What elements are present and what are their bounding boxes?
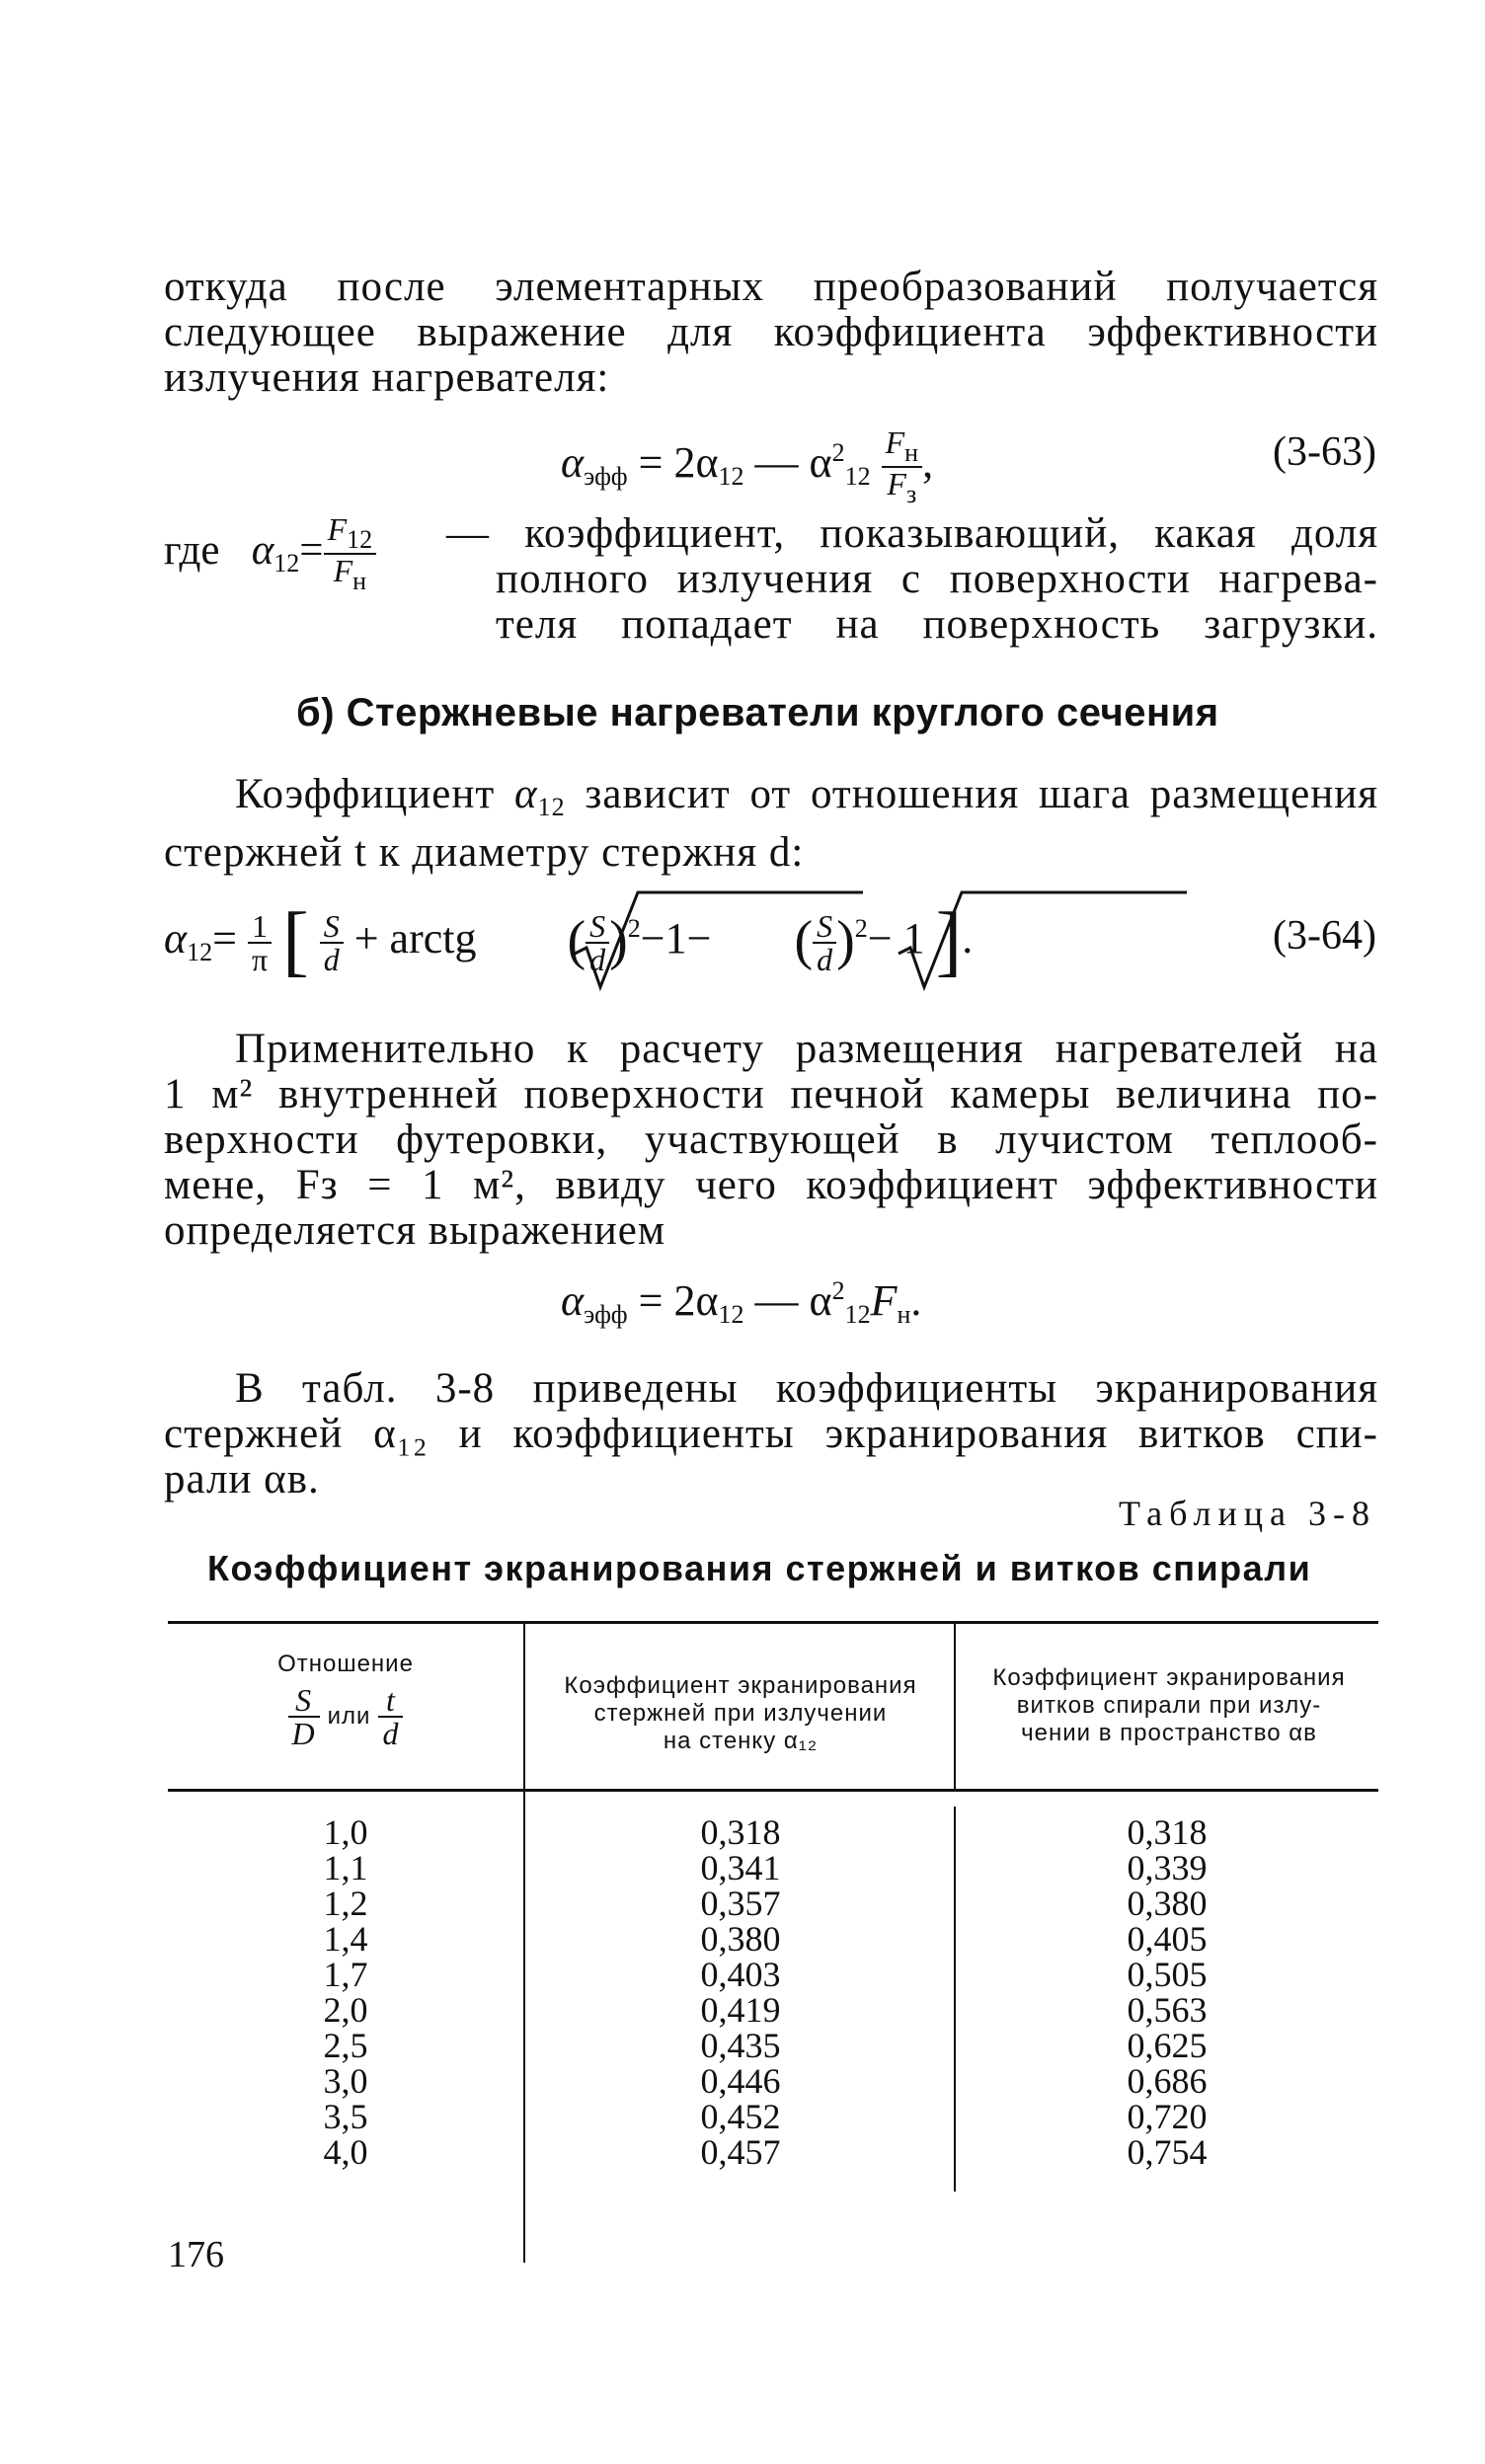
- fraction-num: 1: [248, 910, 272, 944]
- table-cell: 0,686: [1127, 2061, 1208, 2101]
- comma: ,: [922, 438, 934, 488]
- paragraph-rods: [164, 772, 1378, 876]
- alpha-symbol: α: [561, 438, 585, 488]
- table-cell: 1,4: [323, 1919, 368, 1959]
- where-definition: [164, 513, 376, 594]
- fraction-num: S: [817, 907, 833, 944]
- fraction-num: F: [885, 424, 905, 460]
- table-cell: 2,0: [323, 1990, 368, 2030]
- fraction: [288, 1684, 320, 1749]
- text-line: определяется выражением: [164, 1207, 666, 1254]
- table-header-rule: [168, 1789, 1378, 1792]
- text-line: рали αв.: [164, 1456, 320, 1502]
- where-explanation: [446, 511, 1378, 648]
- subscript: н: [352, 567, 367, 595]
- text-line: стержней t к диаметру стержня d:: [164, 829, 805, 876]
- text-line: Применительно к расчету размещения нагревателей на: [235, 1026, 1378, 1072]
- text-fragment: зависит от отношения шага размещения: [585, 771, 1379, 817]
- eq-term: — α: [754, 438, 832, 488]
- fraction-den: d: [589, 941, 606, 977]
- subscript: 12: [187, 938, 213, 966]
- text-line: следующее выражение для коэффициента эффективности: [164, 309, 1378, 355]
- fraction-den: F: [333, 553, 353, 588]
- alpha-symbol: α: [164, 914, 188, 962]
- page-number: 176: [168, 2234, 224, 2275]
- fraction-num: S: [323, 907, 340, 944]
- eq-sign: =: [212, 914, 237, 962]
- header-line: стержней при излучении: [593, 1700, 888, 1727]
- superscript: 2: [627, 914, 641, 943]
- text-line: — коэффициент, показывающий, какая доля: [446, 510, 1378, 557]
- subscript: з: [905, 480, 917, 508]
- text-line: [164, 772, 1378, 830]
- fraction-num: F: [327, 511, 348, 547]
- table-cell: 0,318: [700, 1812, 781, 1852]
- superscript: 2: [854, 914, 868, 943]
- table-cell: 0,339: [1127, 1848, 1208, 1887]
- table-cell: 0,446: [700, 2061, 781, 2101]
- table-caption: Коэффициент экранирования стержней и витков спирали: [207, 1548, 1312, 1588]
- subscript: 12: [844, 1300, 871, 1329]
- fraction-den: d: [323, 941, 340, 977]
- column-spiral: [1098, 1814, 1236, 2170]
- table-cell: 0,457: [700, 2132, 781, 2172]
- eq-sign: =: [299, 526, 324, 574]
- fraction: [248, 907, 272, 977]
- table-cell: 0,563: [1127, 1990, 1208, 2030]
- table-cell: 1,1: [323, 1848, 368, 1887]
- text-line: откуда после элементарных преобразований получается: [164, 264, 1378, 310]
- header-ratio: [197, 1651, 494, 1749]
- subscript: эфф: [584, 462, 628, 492]
- table-cell: 4,0: [323, 2132, 368, 2172]
- paren-open: (: [567, 910, 586, 971]
- equation-number: (3-64): [1273, 913, 1376, 959]
- text-line: верхности футеровки, участвующей в лучистом теплооб-: [164, 1116, 1378, 1163]
- fraction-num: S: [589, 907, 606, 944]
- subscript: 12: [537, 793, 566, 821]
- table-cell: 0,405: [1127, 1919, 1208, 1959]
- text-fragment: Коэффициент: [235, 771, 496, 817]
- paren-close: ): [836, 910, 855, 971]
- alpha-symbol: α: [513, 771, 538, 817]
- fraction-den: D: [291, 1716, 316, 1751]
- fraction-num: S: [295, 1682, 313, 1718]
- table-column-divider: [954, 1621, 956, 1791]
- table-cell: 0,505: [1127, 1955, 1208, 1994]
- fraction-den: π: [251, 941, 269, 977]
- header-rods: [529, 1672, 952, 1755]
- table-top-rule: [168, 1621, 1378, 1624]
- right-bracket: ]: [935, 897, 963, 984]
- header-line: чении в пространство αв: [1021, 1720, 1317, 1746]
- paragraph-intro: [164, 265, 1378, 401]
- header-text: Отношение: [277, 1651, 414, 1677]
- text-line: излучения нагревателя:: [164, 354, 610, 401]
- eq-term: — α: [754, 1276, 832, 1325]
- subscript: 12: [844, 462, 871, 492]
- header-line: Коэффициент экранирования: [564, 1672, 917, 1699]
- fraction-den: F: [887, 466, 906, 501]
- table-cell: 0,380: [700, 1919, 781, 1959]
- minus-term: −1−: [640, 914, 712, 962]
- equation-efficiency: [561, 1275, 921, 1330]
- text-line: стержней α₁₂ и коэффициенты экранирования витков спи-: [164, 1411, 1378, 1457]
- alpha-symbol: α: [561, 1276, 585, 1325]
- paragraph-application: [164, 1027, 1378, 1254]
- table-cell: 1,0: [323, 1812, 368, 1852]
- superscript: 2: [831, 438, 845, 468]
- paren-open: (: [794, 910, 814, 971]
- table-cell: 0,403: [700, 1955, 781, 1994]
- period: .: [910, 1276, 922, 1325]
- column-ratio: [286, 1814, 405, 2170]
- subscript: 12: [718, 1300, 744, 1329]
- subscript: 12: [718, 462, 744, 492]
- fraction: [378, 1684, 403, 1749]
- table-cell: 0,720: [1127, 2097, 1208, 2136]
- eq-term: = 2α: [638, 438, 719, 488]
- header-line: Коэффициент экранирования: [992, 1664, 1346, 1691]
- f-symbol: F: [870, 1276, 898, 1325]
- subscript: 12: [347, 525, 373, 554]
- table-cell: 2,5: [323, 2026, 368, 2065]
- text-line: В табл. 3-8 приведены коэффициенты экранирования: [235, 1365, 1378, 1412]
- text-line: теля попадает на поверхность загрузки.: [496, 601, 1378, 648]
- alpha-symbol: α: [251, 526, 274, 574]
- header-spiral: [960, 1664, 1378, 1747]
- header-line: витков спирали при излу-: [1016, 1692, 1322, 1719]
- fraction: [320, 907, 344, 977]
- equation-3-63: [561, 426, 933, 507]
- arctg-term: + arctg: [353, 914, 477, 962]
- fraction-num: t: [386, 1682, 396, 1718]
- table-cell: 0,357: [700, 1884, 781, 1923]
- table-cell: 1,7: [323, 1955, 368, 1994]
- table-cell: 3,5: [323, 2097, 368, 2136]
- equation-number: (3-63): [1273, 429, 1376, 475]
- table-cell: 0,380: [1127, 1884, 1208, 1923]
- eq-term: = 2α: [638, 1276, 719, 1325]
- header-line: на стенку α₁₂: [663, 1728, 819, 1754]
- subscript: 12: [274, 548, 300, 578]
- section-heading: б) Стержневые нагреватели круглого сечения: [296, 691, 1219, 734]
- fraction: [882, 426, 922, 507]
- fraction: [324, 513, 377, 594]
- minus-term: − 1: [867, 914, 925, 962]
- radical-sign: [895, 885, 1191, 993]
- table-cell: 1,2: [323, 1884, 368, 1923]
- table-column-divider: [523, 1621, 525, 2263]
- column-rods: [671, 1814, 810, 2170]
- subscript: н: [904, 438, 919, 467]
- subscript: эфф: [584, 1300, 628, 1329]
- text-line: мене, Fз = 1 м², ввиду чего коэффициент эффективности: [164, 1162, 1378, 1208]
- table-cell: 3,0: [323, 2061, 368, 2101]
- table-column-divider: [954, 1807, 956, 2192]
- table-label: Таблица 3-8: [1119, 1494, 1376, 1533]
- subscript: н: [897, 1300, 911, 1329]
- table-cell: 0,754: [1127, 2132, 1208, 2172]
- fraction-den: d: [817, 941, 833, 977]
- paragraph-table-intro: [164, 1366, 1378, 1502]
- table-cell: 0,419: [700, 1990, 781, 2030]
- fraction-den: d: [382, 1716, 400, 1751]
- superscript: 2: [831, 1276, 845, 1305]
- table-cell: 0,341: [700, 1848, 781, 1887]
- table-cell: 0,318: [1127, 1812, 1208, 1852]
- table-cell: 0,625: [1127, 2026, 1208, 2065]
- period: .: [962, 914, 974, 962]
- where-word: где: [164, 526, 220, 574]
- radical-sign: [571, 885, 867, 993]
- table-cell: 0,435: [700, 2026, 781, 2065]
- header-ratio-formula: [197, 1684, 494, 1749]
- text-line: 1 м² внутренней поверхности печной камеры величина по-: [164, 1071, 1378, 1117]
- header-or: или: [327, 1703, 371, 1730]
- table-cell: 0,452: [700, 2097, 781, 2136]
- left-bracket: [: [282, 897, 309, 984]
- paren-close: ): [609, 910, 628, 971]
- text-line: полного излучения с поверхности нагрева-: [496, 556, 1378, 602]
